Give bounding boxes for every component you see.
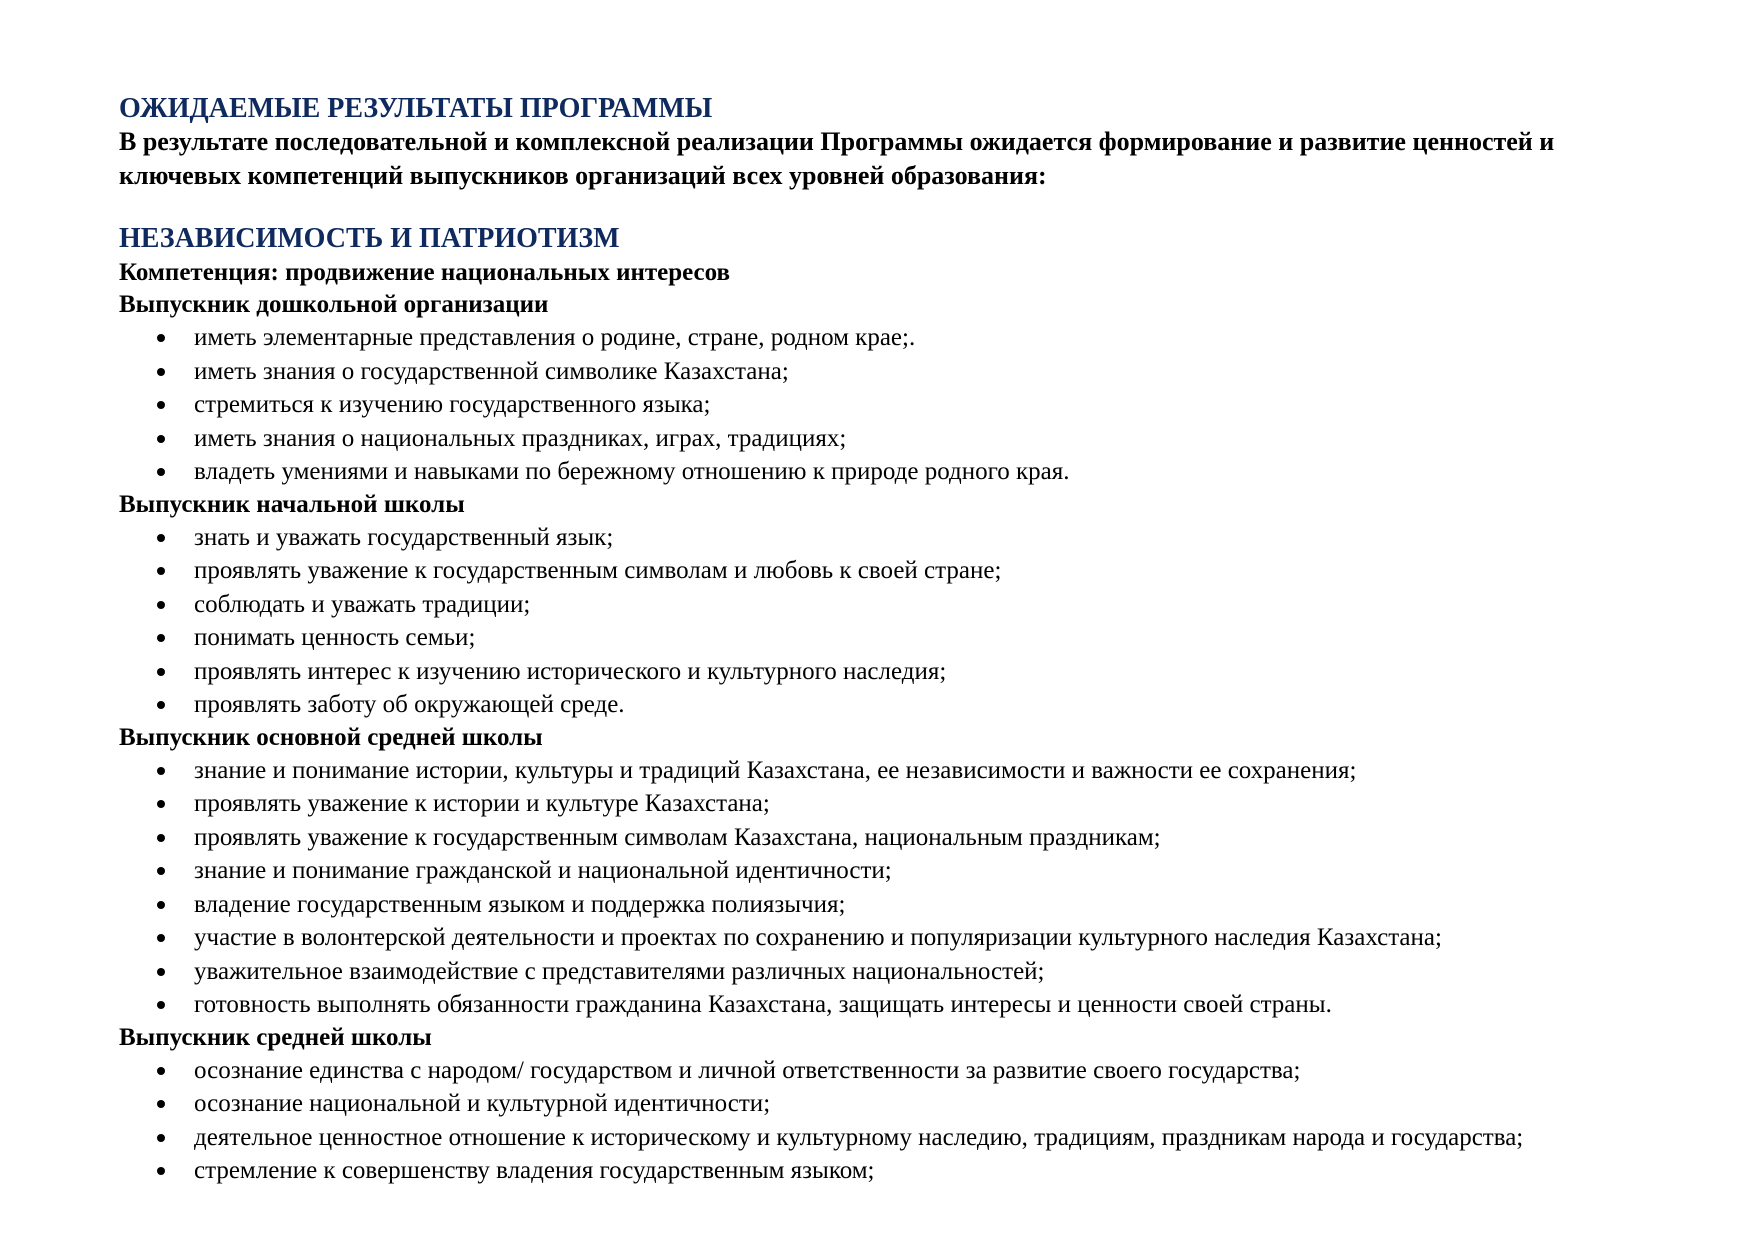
list-item-text: владеть умениями и навыками по бережному отношению к природе родного края. (194, 458, 1070, 485)
group-title: Выпускник средней школы (119, 1023, 432, 1051)
list-item (119, 754, 1679, 788)
list-item-text: стремление к совершенству владения государственным языком; (194, 1157, 875, 1184)
bullet-icon (157, 968, 165, 976)
list-item (119, 321, 1679, 355)
list-item-text: понимать ценность семьи; (194, 624, 476, 651)
list-item-text: стремиться к изучению государственного языка; (194, 391, 711, 418)
bullet-icon (157, 567, 165, 575)
list-item (119, 422, 1679, 456)
bullet-icon (157, 368, 165, 376)
list-item (119, 955, 1679, 989)
list-item-text: осознание национальной и культурной идентичности; (194, 1090, 771, 1117)
list-item (119, 455, 1679, 489)
list-item-text: готовность выполнять обязанности гражданина Казахстана, защищать интересы и ценности своей страны. (194, 991, 1332, 1018)
bullet-list (119, 1054, 1679, 1188)
bullet-icon (157, 601, 165, 609)
list-item (119, 688, 1679, 722)
bullet-icon (157, 334, 165, 342)
list-item (119, 355, 1679, 389)
bullet-icon (157, 1100, 165, 1108)
bullet-icon (157, 767, 165, 775)
list-item (119, 988, 1679, 1022)
bullet-icon (157, 834, 165, 842)
list-item-text: знание и понимание истории, культуры и традиций Казахстана, ее независимости и важности ее сохранения; (194, 756, 1357, 784)
bullet-list (119, 521, 1679, 722)
list-item-text: проявлять заботу об окружающей среде. (194, 691, 625, 718)
bullet-icon (157, 1167, 165, 1175)
list-item-text: проявлять уважение к государственным символам Казахстана, национальным праздникам; (194, 823, 1161, 851)
list-item-text: владение государственным языком и поддержка полиязычия; (194, 890, 846, 918)
list-item-text: участие в волонтерской деятельности и проектах по сохранению и популяризации культурного наследия Казахстана; (194, 924, 1442, 951)
bullet-icon (157, 668, 165, 676)
graduate-group (119, 289, 1679, 489)
list-item-text: знание и понимание гражданской и национальной идентичности; (194, 857, 892, 884)
graduate-group (119, 489, 1679, 722)
bullet-icon (157, 901, 165, 909)
list-item-text: уважительное взаимодействие с представителями различных национальностей; (194, 957, 1045, 985)
list-item (119, 1054, 1679, 1088)
list-item (119, 655, 1679, 689)
list-item-text: деятельное ценностное отношение к историческому и культурному наследию, традициям, праздникам народа и государства; (194, 1123, 1524, 1151)
bullet-list (119, 321, 1679, 489)
list-item-text: проявлять уважение к государственным символам и любовь к своей стране; (194, 557, 1002, 584)
list-item (119, 888, 1679, 922)
graduate-group (119, 1022, 1679, 1188)
graduate-groups (119, 289, 1679, 1188)
list-item (119, 787, 1679, 821)
graduate-group (119, 722, 1679, 1022)
list-item (119, 588, 1679, 622)
bullet-icon (157, 401, 165, 409)
document-title: ОЖИДАЕМЫЕ РЕЗУЛЬТАТЫ ПРОГРАММЫ (119, 93, 713, 124)
list-item-text: проявлять уважение к истории и культуре Казахстана; (194, 790, 770, 817)
bullet-icon (157, 1067, 165, 1075)
bullet-icon (157, 701, 165, 709)
bullet-icon (157, 468, 165, 476)
list-item-text: иметь знания о государственной символике Казахстана; (194, 357, 789, 385)
list-item (119, 1154, 1679, 1188)
list-item (119, 854, 1679, 888)
bullet-icon (157, 534, 165, 542)
bullet-list (119, 754, 1679, 1022)
list-item (119, 388, 1679, 422)
list-item-text: иметь элементарные представления о родине, стране, родном крае;. (194, 324, 916, 351)
list-item-text: проявлять интерес к изучению исторического и культурного наследия; (194, 657, 947, 685)
list-item (119, 821, 1679, 855)
group-title: Выпускник начальной школы (119, 490, 465, 518)
list-item (119, 521, 1679, 555)
list-item (119, 1087, 1679, 1121)
bullet-icon (157, 435, 165, 443)
bullet-icon (157, 934, 165, 942)
bullet-icon (157, 867, 165, 875)
intro-paragraph: В результате последовательной и комплексной реализации Программы ожидается формирование и развитие ценностей и ключевых компетенций выпускников организаций всех уровней образования: (119, 127, 1555, 190)
document-page (119, 93, 1679, 1188)
list-item-text: знать и уважать государственный язык; (194, 523, 614, 551)
list-item-text: соблюдать и уважать традиции; (194, 590, 531, 618)
bullet-icon (157, 1001, 165, 1009)
competence-label: Компетенция: продвижение национальных интересов (119, 259, 731, 286)
list-item (119, 921, 1679, 955)
bullet-icon (157, 800, 165, 808)
list-item (119, 1121, 1679, 1155)
list-item (119, 554, 1679, 588)
list-item-text: иметь знания о национальных праздниках, играх, традициях; (194, 424, 847, 452)
group-title: Выпускник основной средней школы (119, 723, 543, 751)
group-title: Выпускник дошкольной организации (119, 291, 549, 318)
section-title: НЕЗАВИСИМОСТЬ И ПАТРИОТИЗМ (119, 223, 620, 254)
bullet-icon (157, 634, 165, 642)
list-item (119, 621, 1679, 655)
list-item-text: осознание единства с народом/ государством и личной ответственности за развитие своего государства; (194, 1056, 1301, 1084)
bullet-icon (157, 1134, 165, 1142)
